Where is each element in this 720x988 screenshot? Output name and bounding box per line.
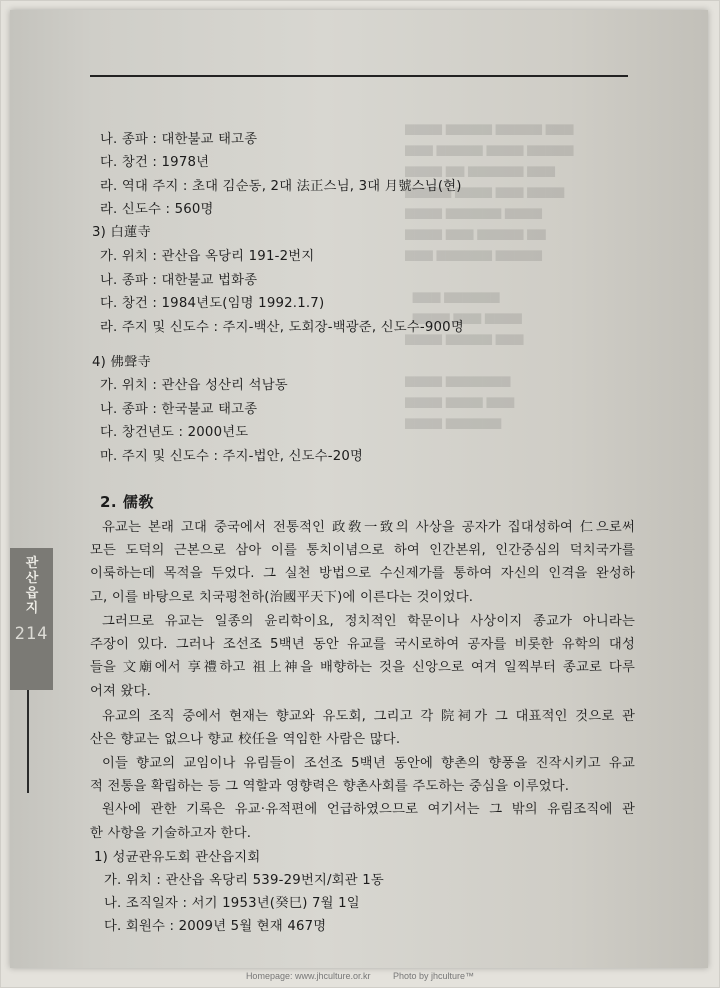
paragraph-line: 유교는 본래 고대 중국에서 전통적인 政敎一致의 사상을 공자가 집대성하여 仁으로써 — [102, 520, 635, 535]
text-line: 나. 종파 : 한국불교 태고종 — [100, 402, 258, 417]
subsection-heading: 3) 白蓮寺 — [92, 225, 151, 240]
section-heading: 2. 儒敎 — [100, 493, 154, 511]
text-line: 라. 주지 및 신도수 : 주지-백산, 도회장-백광준, 신도수-900명 — [100, 320, 464, 335]
text-line: 가. 위치 : 관산읍 성산리 석남동 — [100, 378, 288, 393]
text-line: 나. 종파 : 대한불교 법화종 — [100, 273, 258, 288]
paragraph-line: 주장이 있다. 그러나 조선조 5백년 동안 유교를 국시로하여 공자를 비롯한 유학의 대성 — [90, 637, 635, 652]
photo-credit: Photo by jhculture™ — [393, 971, 475, 981]
paragraph-line: 한 사항을 기술하고자 한다. — [90, 826, 252, 841]
paragraph-line: 유교의 조직 중에서 현재는 향교와 유도회, 그리고 각 院祠가 그 대표적인 것으로 관 — [102, 709, 635, 724]
paragraph-line: 이룩하는데 목적을 두었다. 그 실천 방법으로 수신제가를 통하여 자신의 인격을 완성하 — [90, 566, 635, 581]
paragraph-line: 고, 이를 바탕으로 치국평천하(治國平天下)에 이른다는 것이었다. — [90, 590, 474, 605]
page-number: 214 — [14, 624, 49, 644]
text-line: 다. 회원수 : 2009년 5월 현재 467명 — [104, 919, 327, 934]
paragraph-line: 적 전통을 확립하는 등 그 역할과 영향력은 향촌사회를 주도하는 중심을 이루었다. — [90, 779, 570, 794]
side-tab-rule — [27, 690, 29, 793]
paragraph-line: 들을 文廟에서 享禮하고 祖上神을 배향하는 것을 신앙으로 여겨 일찍부터 종교로 다루 — [90, 660, 635, 675]
text-line: 마. 주지 및 신도수 : 주지-법안, 신도수-20명 — [100, 449, 364, 464]
book-title-vertical: 관산읍지 — [25, 556, 39, 616]
paragraph-line: 이들 향교의 교임이나 유림들이 조선조 5백년 동안에 향촌의 향풍을 진작시키고 유교 — [102, 756, 635, 771]
subsection-heading: 4) 佛聲寺 — [92, 355, 151, 370]
text-line: 가. 위치 : 관산읍 옥당리 539-29번지/회관 1동 — [104, 873, 384, 888]
chapter-side-tab — [10, 548, 53, 690]
header-rule — [90, 75, 628, 77]
text-line: 다. 창건년도 : 2000년도 — [100, 425, 249, 440]
text-line: 가. 위치 : 관산읍 옥당리 191-2번지 — [100, 249, 315, 264]
bleed-through-text: ▆▆▆▆ ▆▆▆▆▆ ▆▆▆▆▆ ▆▆▆ ▆▆▆ ▆▆▆▆▆ ▆▆▆▆ ▆▆▆▆▆ ▆▆▆▆ ▆▆ ▆▆▆▆▆▆ ▆▆▆ ▆▆▆▆▆ ▆▆▆▆ ▆▆▆ ▆▆▆▆ ▆▆▆▆ ▆▆▆▆▆▆ ▆▆▆▆ ▆▆▆▆ ▆▆▆ ▆▆▆▆▆ ▆▆ ▆▆▆ ▆▆▆▆▆▆ ▆▆▆▆▆ ▆▆▆ ▆▆▆▆▆▆ ▆▆▆▆ ▆▆▆ ▆▆▆▆ ▆▆▆▆ ▆▆▆▆▆ ▆▆▆ ▆▆▆▆ ▆▆▆▆▆▆▆ ▆▆▆▆ ▆▆▆▆ ▆▆▆ ▆▆▆▆ ▆▆▆▆▆▆ — [405, 121, 574, 429]
text-line: 나. 조직일자 : 서기 1953년(癸巳) 7월 1일 — [104, 896, 360, 911]
image-footer — [0, 971, 720, 988]
paragraph-line: 모든 도덕의 근본으로 삼아 이를 통치이념으로 하여 인간본위, 인간중심의 덕치국가를 — [90, 543, 635, 558]
paragraph-line: 원사에 관한 기록은 유교·유적편에 언급하였으므로 여기서는 그 밖의 유림조직에 관 — [102, 802, 635, 817]
text-line: 라. 역대 주지 : 초대 김순동, 2대 法正스님, 3대 月號스님(현) — [100, 179, 462, 194]
text-line: 라. 신도수 : 560명 — [100, 202, 214, 217]
book-page — [10, 10, 708, 968]
paragraph-line: 산은 향교는 없으나 향교 校任을 역임한 사람은 많다. — [90, 732, 401, 747]
text-line: 다. 창건 : 1978년 — [100, 155, 210, 170]
text-line: 나. 종파 : 대한불교 태고종 — [100, 132, 258, 147]
homepage-credit: Homepage: www.jhculture.or.kr — [245, 971, 371, 981]
paragraph-line: 그러므로 유교는 일종의 윤리학이요, 정치적인 학문이나 사상이지 종교가 아니라는 — [102, 614, 635, 629]
subsection-heading: 1) 성균관유도회 관산읍지회 — [94, 850, 261, 865]
text-line: 다. 창건 : 1984년도(임명 1992.1.7) — [100, 296, 325, 311]
paragraph-line: 어져 왔다. — [90, 684, 152, 699]
